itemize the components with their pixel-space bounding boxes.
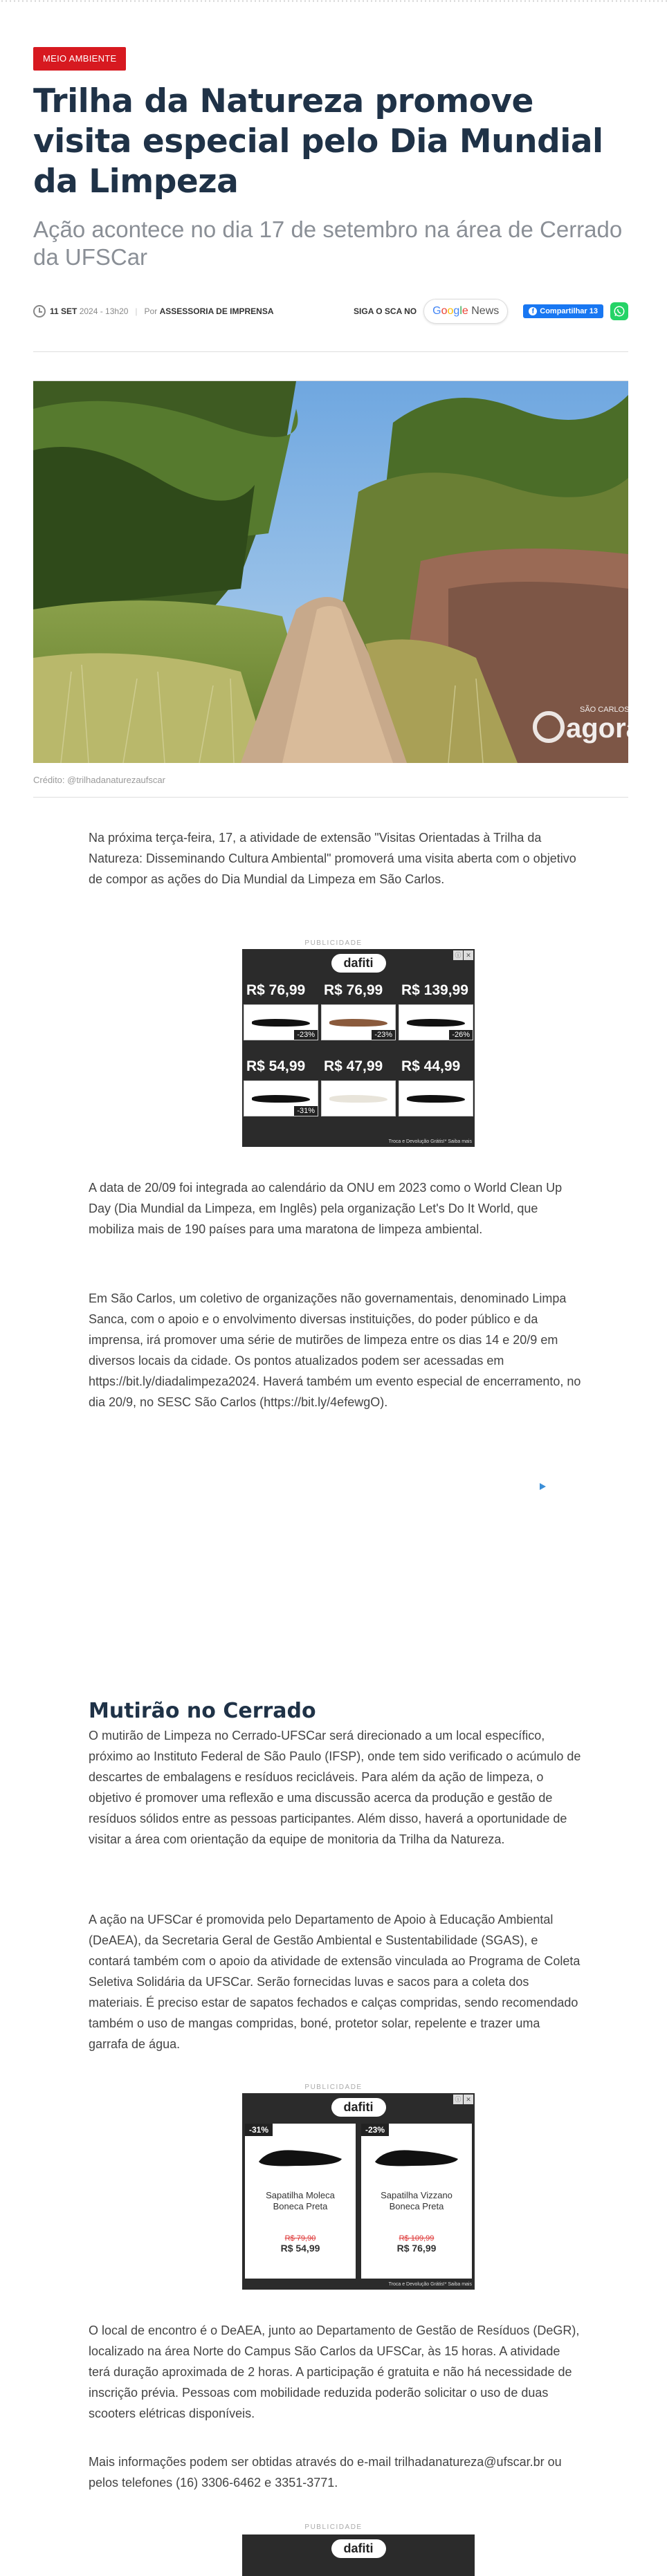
article-photo bbox=[33, 380, 641, 763]
category-badge[interactable]: MEIO AMBIENTE bbox=[33, 47, 126, 71]
paragraph-6: O local de encontro é o DeAEA, junto ao Departamento de Gestão de Resíduos (DeGR), localizado na área Norte do Campus São Carlos da UFSCar, às 15 horas. A atividade terá duração aproximada de 2 horas. A participação é gratuita e não há necessidade de inscrição prévia. Pessoas com mobilidade reduzida poderão solicitar o uso de duas scooters elétricas disponíveis. bbox=[89, 2324, 580, 2420]
ad-label-2: PUBLICIDADE bbox=[304, 2083, 363, 2091]
ad-product-card[interactable]: -23% Sapatilha Vizzano Boneca Preta R$ 109,99 R$ 76,99 bbox=[361, 2124, 472, 2279]
ad-brand-logo: dafiti bbox=[331, 954, 386, 973]
ad-price: R$ 54,99 bbox=[246, 1058, 306, 1074]
top-dotted-border bbox=[0, 0, 667, 2]
ad-price: R$ 76,99 bbox=[324, 982, 383, 998]
adchoices-icon[interactable] bbox=[538, 1482, 547, 1491]
follow-label: SIGA O SCA NO bbox=[354, 306, 417, 316]
clock-icon bbox=[33, 305, 46, 318]
shoe-image bbox=[372, 2141, 462, 2169]
ad-brand-logo: dafiti bbox=[331, 2098, 386, 2117]
publish-date: 11 SET 2024 - 13h20 bbox=[50, 306, 129, 316]
paragraph-1: Na próxima terça-feira, 17, a atividade de extensão "Visitas Orientadas à Trilha da Natureza: Disseminando Cultura Ambiental" promoverá uma visita aberta com o objetivo de compor as ações do Dia Mundial da Limpeza em São Carlos. bbox=[89, 831, 576, 886]
ad-price: R$ 76,99 bbox=[246, 982, 306, 998]
ad-close-icon[interactable]: ✕ bbox=[464, 950, 473, 960]
meta-separator: | bbox=[135, 306, 138, 316]
google-news-button[interactable]: G o o g l e News bbox=[423, 299, 508, 324]
ad-label-1: PUBLICIDADE bbox=[304, 939, 363, 947]
ad-label-3: PUBLICIDADE bbox=[304, 2523, 363, 2531]
ad-brand-logo: dafiti bbox=[331, 2539, 386, 2558]
article-subtitle: Ação acontece no dia 17 de setembro na área de Cerrado da UFSCar bbox=[33, 217, 623, 270]
ad-product[interactable] bbox=[321, 1080, 396, 1116]
ad-product-card[interactable]: -31% Sapatilha Moleca Boneca Preta R$ 79,90 R$ 54,99 bbox=[245, 2124, 356, 2279]
header-divider bbox=[33, 351, 628, 352]
paragraph-2: A data de 20/09 foi integrada ao calendário da ONU em 2023 como o World Clean Up Day (Dia Mundial da Limpeza, em Inglês) pela organização Let's Do It World, que mobiliza mais de 190 países para uma maratona de limpeza ambiental. bbox=[89, 1181, 563, 1236]
advertisement-1[interactable] bbox=[242, 949, 475, 1147]
ad-price: R$ 139,99 bbox=[401, 982, 468, 998]
section-title: Mutirão no Cerrado bbox=[89, 1699, 316, 1723]
photo-watermark: agora bbox=[566, 713, 641, 744]
whatsapp-share-button[interactable] bbox=[610, 302, 628, 320]
photo-watermark-small: SÃO CARLOS bbox=[580, 706, 630, 714]
facebook-share-button[interactable]: f Compartilhar 13 bbox=[523, 304, 603, 318]
ad-product[interactable] bbox=[399, 1080, 473, 1116]
paragraph-5: A ação na UFSCar é promovida pelo Departamento de Apoio à Educação Ambiental (DeAEA), da Secretaria Geral de Gestão Ambiental e Sustentabilidade (SGAS), e contará também com o apoio da atividade de extensão vinculada ao Programa de Coleta Seletiva Solidária da UFSCar. Serão fornecidas luvas e sacos para a coleta dos materiais. É preciso estar de sapatos fechados e calças compridas, sendo recomendado também o uso de mangas compridas, boné, protetor solar, repelente e trazer uma garrafa de água. bbox=[89, 1913, 581, 2051]
paragraph-7: Mais informações podem ser obtidas através do e-mail trilhadanatureza@ufscar.br ou pelos telefones (16) 3306-6462 e 3351-3771. bbox=[89, 2455, 562, 2490]
article-meta bbox=[33, 297, 628, 325]
paragraph-4: O mutirão de Limpeza no Cerrado-UFSCar será direcionado a um local específico, próximo ao Instituto Federal de São Paulo (IFSP), onde tem sido verificado o acúmulo de descartes de embalagens e resíduos recicláveis. Para além da ação de limpeza, o objetivo é promover uma reflexão e uma discussão acerca da produção e gestão de resíduos sólidos entre as pessoas participantes. Além disso, haverá a oportunidade de visitar a área com orientação da equipe de monitoria da Trilha da Natureza. bbox=[89, 1729, 581, 1846]
ad-info-icon[interactable]: ⓘ bbox=[453, 2095, 463, 2104]
ad-product[interactable]: -31% bbox=[244, 1080, 318, 1116]
ad-product[interactable]: -23% bbox=[321, 1004, 396, 1040]
advertisement-2[interactable] bbox=[242, 2093, 475, 2290]
ad-footer: Troca e Devolução Grátis!* Saiba mais bbox=[388, 1139, 472, 1144]
ad-close-icon[interactable]: ✕ bbox=[464, 2095, 473, 2104]
paragraph-3: Em São Carlos, um coletivo de organizações não governamentais, denominado Limpa Sanca, com o apoio e o envolvimento diversas instituições, do poder público e da imprensa, irá promover uma série de mutirões de limpeza entre os dias 14 e 20/9 em diversos locais da cidade. Os pontos atualizados podem ser acessadas em https://bit.ly/diadalimpeza2024. Haverá também um evento especial de encerramento, no dia 20/9, no SESC São Carlos (https://bit.ly/4efewgO). bbox=[89, 1291, 581, 1409]
advertisement-3[interactable] bbox=[242, 2534, 475, 2576]
article-title: Trilha da Natureza promove visita especial pelo Dia Mundial da Limpeza bbox=[33, 82, 603, 201]
author-byline: Por ASSESSORIA DE IMPRENSA bbox=[144, 306, 274, 316]
ad-footer: Troca e Devolução Grátis!* Saiba mais bbox=[388, 2282, 472, 2287]
whatsapp-icon bbox=[613, 305, 625, 318]
facebook-icon: f bbox=[529, 307, 537, 315]
credit-divider bbox=[33, 797, 628, 798]
photo-credit: Crédito: @trilhadanaturezaufscar bbox=[33, 775, 165, 785]
ad-product[interactable]: -23% bbox=[244, 1004, 318, 1040]
ad-product[interactable]: -26% bbox=[399, 1004, 473, 1040]
ad-info-icon[interactable]: ⓘ bbox=[453, 950, 463, 960]
ad-price: R$ 44,99 bbox=[401, 1058, 461, 1074]
ad-price: R$ 47,99 bbox=[324, 1058, 383, 1074]
shoe-image bbox=[255, 2141, 345, 2169]
